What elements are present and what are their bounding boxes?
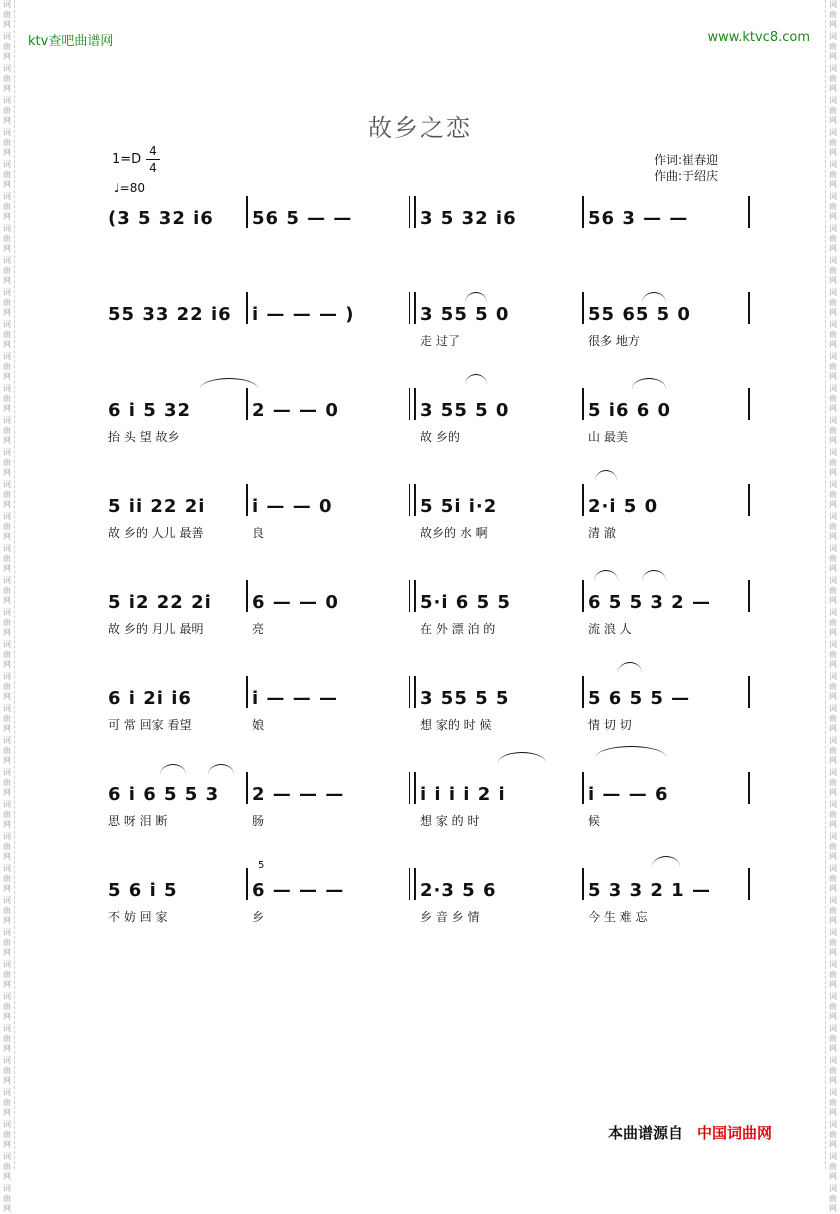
watermark-text: 词 曲 网 [3,608,11,637]
time-signature [146,144,160,175]
bar-line [409,580,410,612]
bar-line [409,676,410,708]
watermark-text: 词 曲 网 [3,160,11,189]
watermark-text: 词 曲 网 [3,288,11,317]
measure-lyrics: 想 家 的 时 [420,814,480,828]
measure-notes: 6 i 6 5 5 3 [108,784,220,805]
measure-notes: 2 — — 0 [252,400,339,421]
watermark-text: 词 曲 网 [3,1152,11,1181]
bar-line [582,676,584,708]
measure-lyrics: 山 最美 [588,430,628,444]
watermark-text: 词 曲 网 [829,448,837,477]
measure-notes: i — — — [252,688,338,709]
watermark-text: 词 曲 网 [829,128,837,157]
watermark-text: 词 曲 网 [3,416,11,445]
bar-line [748,388,750,420]
watermark-text: 词 曲 网 [3,128,11,157]
watermark-text: 词 曲 网 [829,416,837,445]
watermark-text: 词 曲 网 [3,640,11,669]
measure-notes: 6 — — — [252,880,345,901]
bar-line [414,196,416,228]
measure-lyrics: 候 [588,814,601,828]
measure-notes: 6 i 2i i6 [108,688,192,709]
bar-line [582,868,584,900]
bar-line [748,292,750,324]
bar-line [414,772,416,804]
watermark-text: 词 曲 网 [829,224,837,253]
bar-line [582,484,584,516]
measure-notes: 5 6 5 5 — [588,688,691,709]
measure-lyrics: 亮 [252,622,265,636]
watermark-text: 词 曲 网 [3,64,11,93]
watermark-text: 词 曲 网 [829,800,837,829]
measure-lyrics: 不 妨 回 家 [108,910,168,924]
watermark-text: 词 曲 网 [829,768,837,797]
composer: 作曲:于绍庆 [654,169,719,183]
bar-line [582,580,584,612]
watermark-text: 词 曲 网 [3,512,11,541]
measure-notes: i — — — ) [252,304,355,325]
watermark-text: 词 曲 网 [829,704,837,733]
measure-lyrics: 走 过了 [420,334,460,348]
score-row [0,496,840,576]
bar-line [582,772,584,804]
bar-line [409,292,410,324]
measure-notes: 6 i 5 32 [108,400,192,421]
lyricist: 作词:崔春迎 [654,153,719,167]
watermark-text: 词 曲 网 [3,256,11,285]
grace-note: 5 [258,860,265,871]
time-sig-bottom: 4 [149,161,157,175]
watermark-text: 词 曲 网 [3,928,11,957]
watermark-text: 词 曲 网 [3,576,11,605]
watermark-text: 词 曲 网 [829,288,837,317]
measure-lyrics: 想 家的 时 候 [420,718,492,732]
watermark-text: 词 曲 网 [3,320,11,349]
credits [654,152,718,184]
watermark-text: 词 曲 网 [829,320,837,349]
measure-notes: 5 i2 22 2i [108,592,212,613]
measure-lyrics: 情 切 切 [588,718,632,732]
bar-line [246,772,248,804]
measure-lyrics: 肠 [252,814,265,828]
score-row [0,304,840,384]
bar-line [246,292,248,324]
watermark-text: 词 曲 网 [829,1152,837,1181]
song-title: 故乡之恋 [368,114,472,142]
watermark-text: 词 曲 网 [829,672,837,701]
watermark-text: 词 曲 网 [829,160,837,189]
watermark-text: 词 曲 网 [829,512,837,541]
watermark-text: 词 曲 网 [3,1056,11,1085]
watermark-text: 词 曲 网 [829,352,837,381]
measure-lyrics: 乡 [252,910,265,924]
measure-notes: i — — 6 [588,784,669,805]
watermark-text: 词 曲 网 [3,832,11,861]
measure-notes: i i i i 2 i [420,784,506,805]
site-name-left[interactable]: ktv查吧曲谱网 [28,34,114,49]
watermark-text: 词 曲 网 [829,928,837,957]
bar-line [414,484,416,516]
watermark-text: 词 曲 网 [3,1024,11,1053]
watermark-text: 词 曲 网 [3,192,11,221]
bar-line [414,292,416,324]
watermark-text: 词 曲 网 [829,896,837,925]
time-sig-line [146,159,160,160]
watermark-text: 词 曲 网 [3,448,11,477]
measure-notes: 56 3 — — [588,208,689,229]
measure-lyrics: 可 常 回家 看望 [108,718,192,732]
watermark-text: 词 曲 网 [3,0,11,29]
watermark-text: 词 曲 网 [3,1184,11,1213]
watermark-text: 词 曲 网 [3,384,11,413]
bar-line [246,388,248,420]
measure-notes: i — — 0 [252,496,333,517]
watermark-text: 词 曲 网 [829,32,837,61]
measure-notes: 2·3 5 6 [420,880,497,901]
measure-notes: 2·i 5 0 [588,496,659,517]
measure-lyrics: 今 生 难 忘 [588,910,648,924]
measure-lyrics: 良 [252,526,265,540]
measure-notes: 5·i 6 5 5 [420,592,511,613]
watermark-text: 词 曲 网 [829,544,837,573]
measure-notes: (3 5 32 i6 [108,208,214,229]
tempo-mark: ♩=80 [114,181,145,195]
watermark-text: 词 曲 网 [3,992,11,1021]
watermark-text: 词 曲 网 [829,64,837,93]
slur-mark [465,292,487,303]
measure-notes: 3 55 5 0 [420,400,510,421]
watermark-text: 词 曲 网 [829,480,837,509]
measure-notes: 5 i6 6 0 [588,400,672,421]
watermark-text: 词 曲 网 [829,608,837,637]
watermark-text: 词 曲 网 [3,960,11,989]
bar-line [748,196,750,228]
bar-line [246,580,248,612]
measure-notes: 55 65 5 0 [588,304,691,325]
site-url-right[interactable]: www.ktvc8.com [707,30,810,45]
watermark-text: 词 曲 网 [3,224,11,253]
watermark-text: 词 曲 网 [829,1184,837,1213]
watermark-text: 词 曲 网 [3,736,11,765]
bar-line [246,484,248,516]
score-row [0,400,840,480]
measure-notes: 5 6 i 5 [108,880,178,901]
watermark-text: 词 曲 网 [3,800,11,829]
bar-line [748,580,750,612]
measure-lyrics: 故 乡的 [420,430,460,444]
watermark-text: 词 曲 网 [3,768,11,797]
key-signature: 1=D [112,152,142,167]
bar-line [409,772,410,804]
watermark-text: 词 曲 网 [3,32,11,61]
watermark-text: 词 曲 网 [829,192,837,221]
watermark-text: 词 曲 网 [3,672,11,701]
bar-line [409,196,410,228]
bar-line [414,868,416,900]
measure-notes: 6 5 5 3 2 — [588,592,711,613]
measure-notes: 56 5 — — [252,208,353,229]
bar-line [246,196,248,228]
watermark-text: 词 曲 网 [3,864,11,893]
measure-notes: 6 — — 0 [252,592,339,613]
measure-lyrics: 清 澈 [588,526,616,540]
measure-lyrics: 乡 音 乡 情 [420,910,480,924]
measure-lyrics: 很多 地方 [588,334,640,348]
watermark-text: 词 曲 网 [829,576,837,605]
watermark-text: 词 曲 网 [829,0,837,29]
bar-line [748,868,750,900]
bar-line [748,676,750,708]
score-row [0,784,840,864]
watermark-text: 词 曲 网 [829,864,837,893]
time-sig-top: 4 [149,144,157,158]
bar-line [246,676,248,708]
footer-source-label: 本曲谱源自 [608,1124,684,1142]
watermark-text: 词 曲 网 [829,1056,837,1085]
watermark-text: 词 曲 网 [3,480,11,509]
right-watermark-strip [825,0,840,1213]
watermark-text: 词 曲 网 [3,896,11,925]
bar-line [582,388,584,420]
bar-line [582,196,584,228]
bar-line [748,772,750,804]
watermark-text: 词 曲 网 [829,384,837,413]
measure-lyrics: 在 外 漂 泊 的 [420,622,496,636]
measure-lyrics: 思 呀 泪 断 [108,814,168,828]
measure-lyrics: 故 乡的 月儿 最明 [108,622,204,636]
bar-line [414,580,416,612]
watermark-text: 词 曲 网 [3,96,11,125]
score-row [0,688,840,768]
watermark-text: 词 曲 网 [829,640,837,669]
footer-source-site[interactable]: 中国词曲网 [697,1124,773,1142]
watermark-text: 词 曲 网 [829,1120,837,1149]
measure-lyrics: 故乡的 水 啊 [420,526,488,540]
watermark-text: 词 曲 网 [829,832,837,861]
slur-mark [642,292,666,303]
watermark-text: 词 曲 网 [829,96,837,125]
bar-line [414,388,416,420]
watermark-text: 词 曲 网 [3,1120,11,1149]
bar-line [748,484,750,516]
bar-line [414,676,416,708]
watermark-text: 词 曲 网 [3,544,11,573]
watermark-text: 词 曲 网 [829,960,837,989]
measure-notes: 55 33 22 i6 [108,304,232,325]
bar-line [409,484,410,516]
watermark-text: 词 曲 网 [829,736,837,765]
measure-notes: 3 55 5 0 [420,304,510,325]
watermark-text: 词 曲 网 [829,256,837,285]
score-row [0,592,840,672]
measure-lyrics: 故 乡的 人儿 最善 [108,526,204,540]
measure-notes: 5 ii 22 2i [108,496,206,517]
watermark-text: 词 曲 网 [3,352,11,381]
watermark-text: 词 曲 网 [829,1024,837,1053]
measure-notes: 5 3 3 2 1 — [588,880,711,901]
measure-notes: 3 5 32 i6 [420,208,517,229]
measure-lyrics: 流 浪 人 [588,622,632,636]
bar-line [246,868,248,900]
measure-notes: 3 55 5 5 [420,688,510,709]
left-watermark-strip [0,0,15,1213]
watermark-text: 词 曲 网 [829,1088,837,1117]
measure-notes: 2 — — — [252,784,345,805]
score-row [0,880,840,960]
bar-line [409,388,410,420]
watermark-text: 词 曲 网 [829,992,837,1021]
measure-lyrics: 抬 头 望 故乡 [108,430,180,444]
bar-line [582,292,584,324]
watermark-text: 词 曲 网 [3,1088,11,1117]
bar-line [409,868,410,900]
measure-lyrics: 娘 [252,718,265,732]
score-row [0,208,840,288]
watermark-text: 词 曲 网 [3,704,11,733]
measure-notes: 5 5i i·2 [420,496,498,517]
footer-source [608,1122,772,1143]
